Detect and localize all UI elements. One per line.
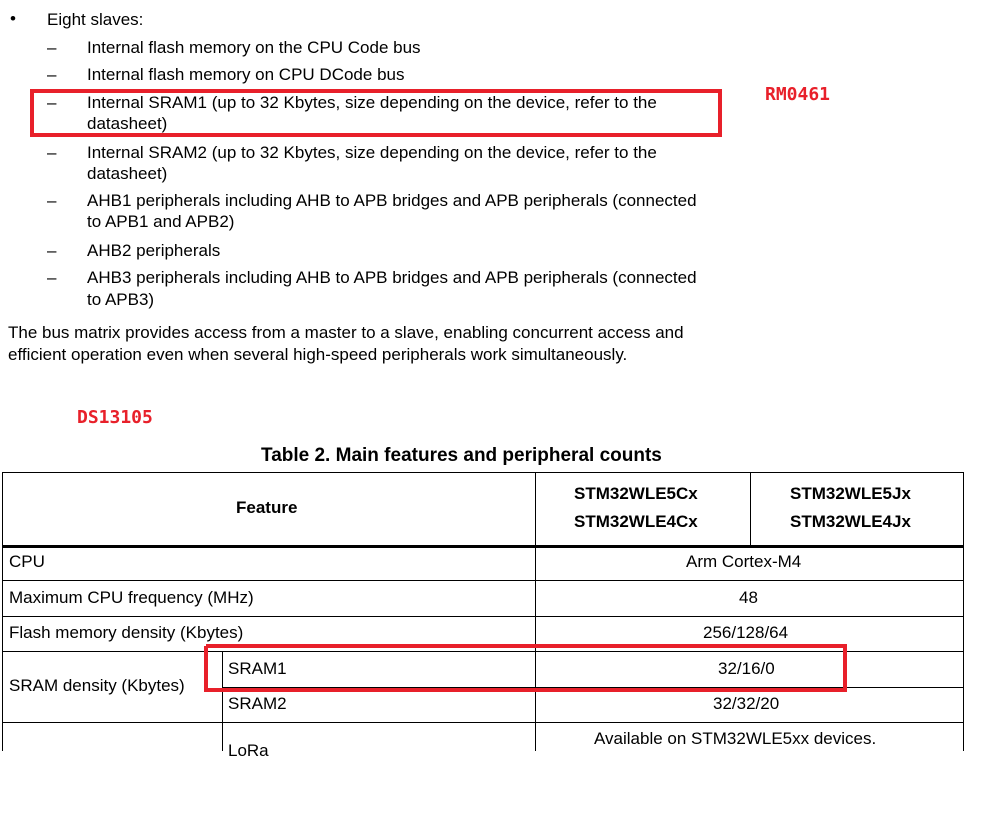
list-item: Internal flash memory on the CPU Code bus [87,38,421,57]
dash-marker: – [47,65,57,84]
row-sram-label: SRAM density (Kbytes) [9,676,185,695]
list-item-continuation: datasheet) [87,114,168,133]
header-col2-line1: STM32WLE5Jx [790,484,911,503]
row-sram1-label: SRAM1 [228,659,287,678]
bullet-marker: • [10,9,16,28]
header-col2-line2: STM32WLE4Jx [790,512,911,531]
bullet-title: Eight slaves: [47,10,144,29]
row-lora-value: Available on STM32WLE5xx devices. [594,729,877,748]
header-feature: Feature [236,498,298,517]
row-freq-label: Maximum CPU frequency (MHz) [9,588,254,607]
row-flash-label: Flash memory density (Kbytes) [9,623,244,642]
list-item: Internal flash memory on CPU DCode bus [87,65,405,84]
list-item-continuation: datasheet) [87,164,168,183]
rm0461-annotation: RM0461 [765,84,831,105]
list-item-continuation: to APB3) [87,290,155,309]
row-lora-label: LoRa [228,741,269,760]
header-col1-line1: STM32WLE5Cx [574,484,698,503]
row-sram2-value: 32/32/20 [713,694,780,713]
dash-marker: – [47,241,57,260]
list-item: Internal SRAM1 (up to 32 Kbytes, size depending on the device, refer to the [87,93,657,112]
dash-marker: – [47,38,57,57]
row-sram2-label: SRAM2 [228,694,287,713]
paragraph-line: The bus matrix provides access from a master to a slave, enabling concurrent access and [8,323,684,342]
row-cpu-value: Arm Cortex-M4 [686,552,802,571]
dash-marker: – [47,268,57,287]
list-item: AHB2 peripherals [87,241,221,260]
row-cpu-label: CPU [9,552,45,571]
table-title: Table 2. Main features and peripheral counts [261,445,662,466]
ds13105-annotation: DS13105 [77,407,153,428]
list-item: AHB1 peripherals including AHB to APB bridges and APB peripherals (connected [87,191,697,210]
dash-marker: – [47,191,57,210]
paragraph-line: efficient operation even when several high-speed peripherals work simultaneously. [8,345,628,364]
row-freq-value: 48 [739,588,758,607]
dash-marker: – [47,93,57,112]
row-sram1-value: 32/16/0 [718,659,775,678]
list-item-continuation: to APB1 and APB2) [87,212,235,231]
dash-marker: – [47,143,57,162]
row-flash-value: 256/128/64 [703,623,789,642]
list-item: Internal SRAM2 (up to 32 Kbytes, size depending on the device, refer to the [87,143,657,162]
list-item: AHB3 peripherals including AHB to APB bridges and APB peripherals (connected [87,268,697,287]
header-col1-line2: STM32WLE4Cx [574,512,698,531]
